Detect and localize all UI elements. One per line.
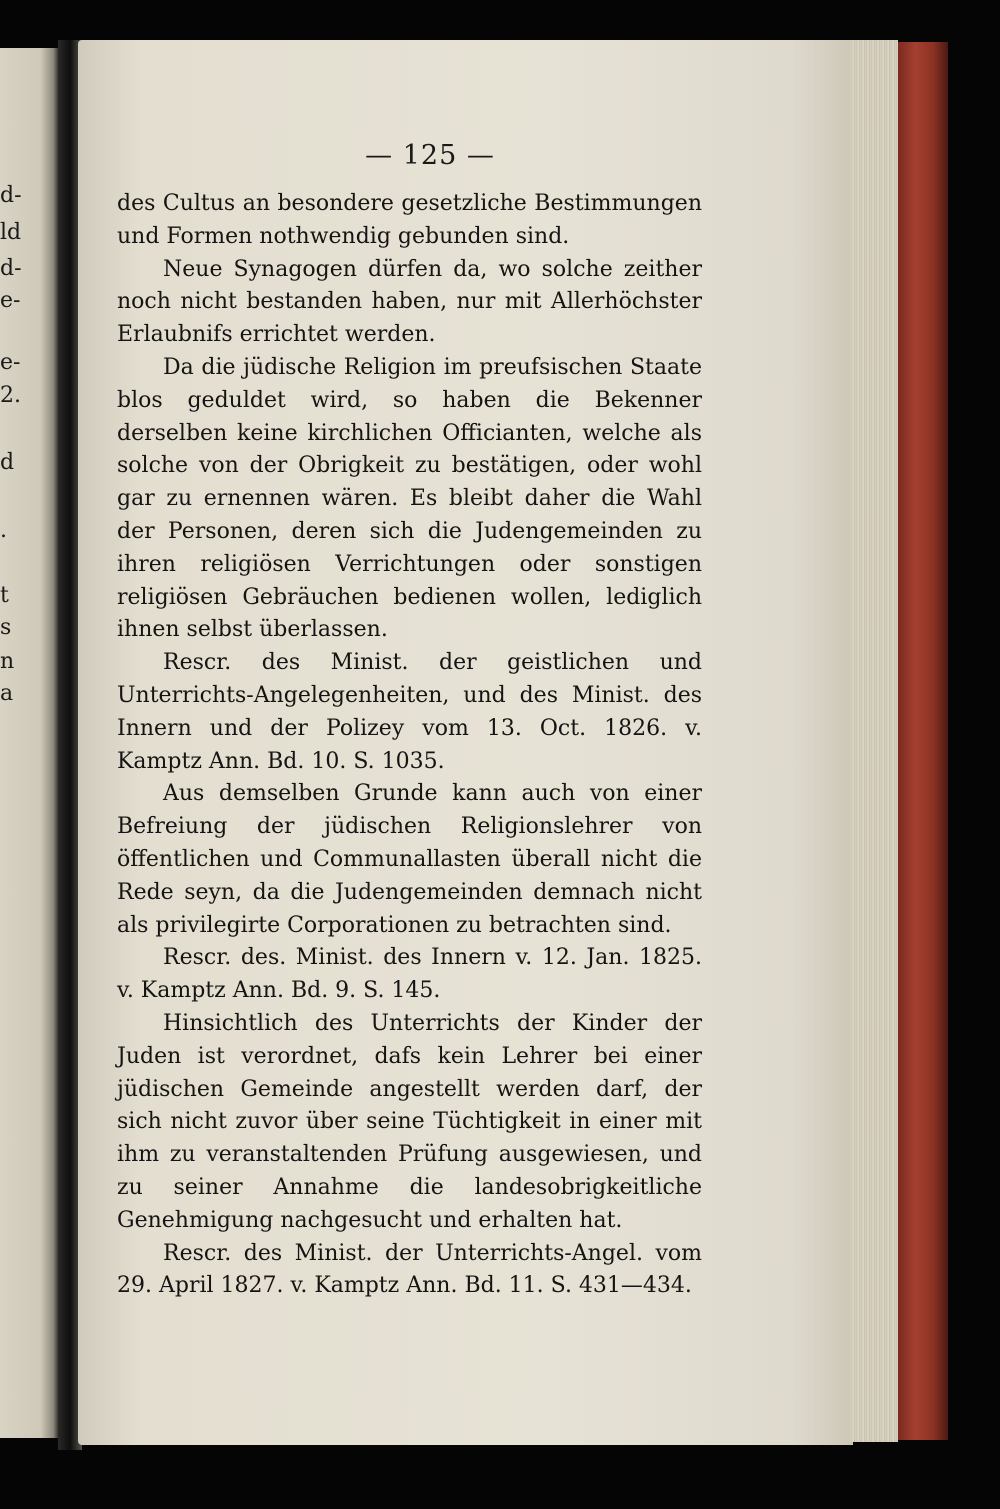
page-edges: [850, 40, 898, 1442]
citation: Rescr. des Minist. der Unterrichts-Angel. vom 29. April 1827. v. Kamptz Ann. Bd. 11. S. 431—434.: [117, 1240, 702, 1299]
paragraph: Da die jüdische Religion im preufsischen Staate blos geduldet wird, so haben die Bekenner derselben keine kirchlichen Officianten, welche als solche von der Obrigkeit zu bestätigen, oder wohl gar zu ernennen wären. Es bleibt daher die Wahl der Personen, deren sich die Judengemeinden zu ihren religiösen Verrichtungen oder sonstigen religiösen Gebräuchen bedienen wollen, lediglich ihnen selbst überlassen.: [117, 354, 702, 643]
book-cover-edge: [898, 42, 948, 1440]
left-fragment: a: [0, 681, 14, 706]
left-fragment: t: [0, 583, 9, 608]
left-fragment: 2.: [0, 383, 21, 408]
paragraph: Neue Synagogen dürfen da, wo solche zeither noch nicht bestanden haben, nur mit Allerhöchster Erlaubnifs errichtet werden.: [117, 256, 702, 348]
left-fragment: .: [0, 518, 7, 543]
left-fragment: d-: [0, 183, 22, 208]
paragraph: Hinsichtlich des Unterrichts der Kinder der Juden ist verordnet, dafs kein Lehrer bei einer jüdischen Gemeinde angestellt werden darf, der sich nicht zuvor über seine Tüchtigkeit in einer mit ihm zu veranstaltenden Prüfung ausgewiesen, und zu seiner Annahme die landesobrigkeitliche Genehmigung nachgesucht und erhalten hat.: [117, 1010, 702, 1233]
page-body: [117, 188, 702, 1303]
left-fragment: d: [0, 450, 15, 475]
left-fragment: n: [0, 649, 15, 674]
left-fragment: d-: [0, 256, 22, 281]
citation: Rescr. des. Minist. des Innern v. 12. Jan. 1825. v. Kamptz Ann. Bd. 9. S. 145.: [117, 945, 702, 1004]
left-fragment: s: [0, 615, 12, 640]
paragraph: des Cultus an besondere gesetzliche Bestimmungen und Formen nothwendig gebunden sind.: [117, 191, 702, 249]
citation: Rescr. des Minist. der geistlichen und Unterrichts-Angelegenheiten, und des Minist. des Innern und der Polizey vom 13. Oct. 1826. v. Kamptz Ann. Bd. 10. S. 1035.: [117, 650, 702, 774]
left-fragment: e-: [0, 288, 21, 313]
left-fragment: ld: [0, 220, 22, 245]
page-number: — 125 —: [365, 140, 495, 171]
paragraph: Aus demselben Grunde kann auch von einer Befreiung der jüdischen Religionslehrer von öffentlichen und Communallasten überall nicht die Rede seyn, da die Judengemeinden demnach nicht als privilegirte Corporationen zu betrachten sind.: [117, 781, 702, 938]
left-fragment: e-: [0, 350, 21, 375]
